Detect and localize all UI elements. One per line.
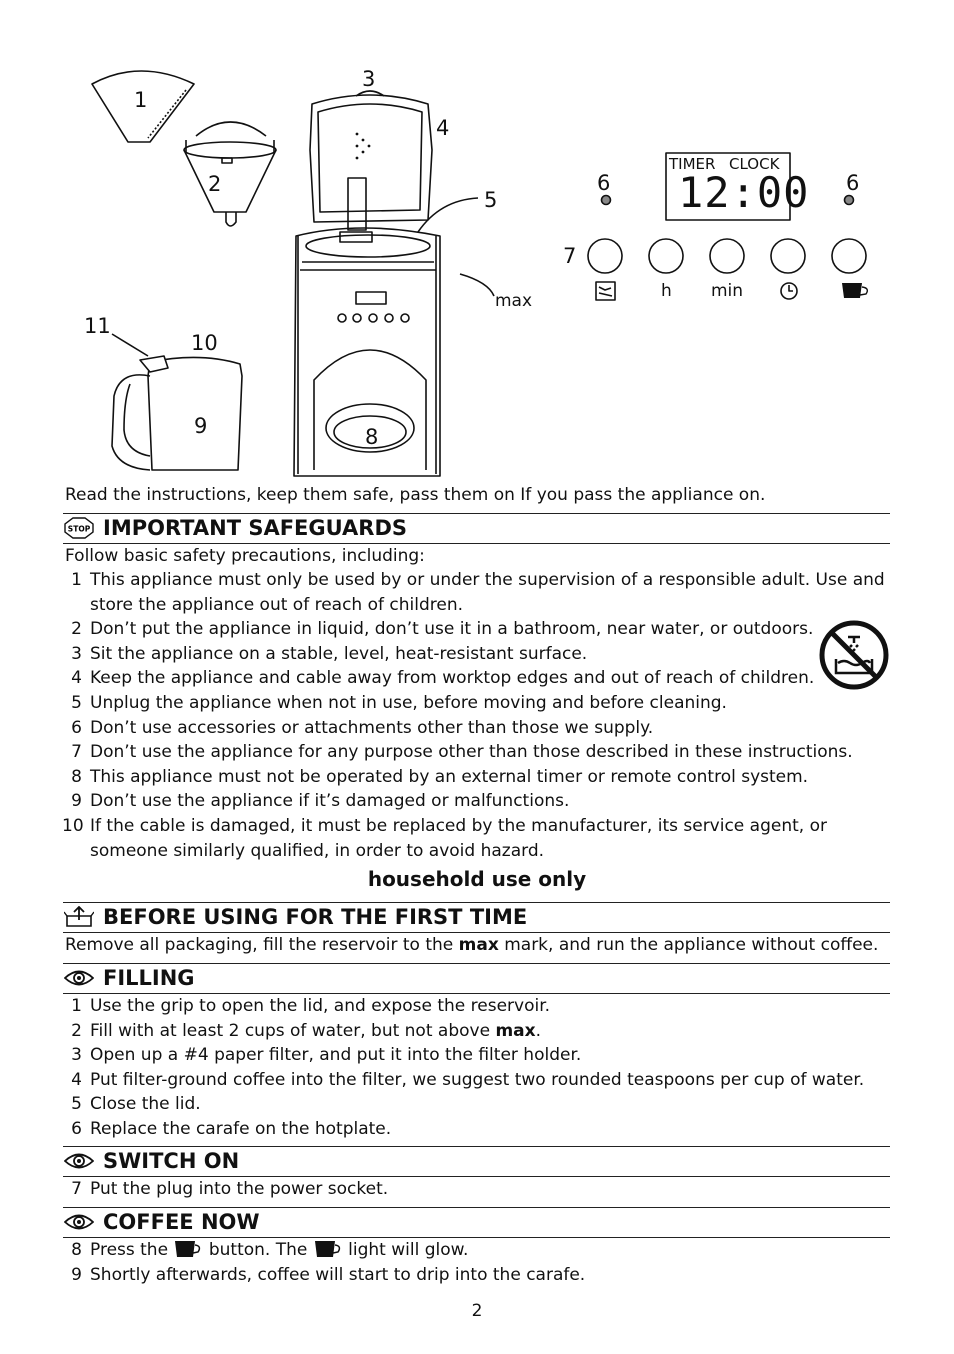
coffee-cup-icon xyxy=(173,1240,203,1258)
item-number: 7 xyxy=(71,1179,82,1199)
eye-icon xyxy=(64,1150,94,1172)
list-item: 3 Open up a #4 paper filter, and put it into the filter holder. xyxy=(62,1043,902,1068)
section-header-switch-on xyxy=(63,1146,890,1177)
item-number: 4 xyxy=(71,1069,82,1090)
list-item: 3 Sit the appliance on a stable, level, heat-resistant surface. xyxy=(62,642,902,667)
list-item: 6 Don’t use accessories or attachments other than those we supply. xyxy=(62,716,902,741)
switch-on-list xyxy=(62,1177,902,1202)
part-label-6-right: 6 xyxy=(846,171,860,195)
part-label-11: 11 xyxy=(84,314,111,338)
safeguards-lead: Follow basic safety precautions, including: xyxy=(65,546,425,566)
part-label-3: 3 xyxy=(362,67,376,91)
part-label-7: 7 xyxy=(563,244,577,268)
part-label-9: 9 xyxy=(194,414,208,438)
coffee-maker-diagram xyxy=(0,0,954,480)
section-header-filling xyxy=(63,963,890,994)
section-header-safeguards xyxy=(63,513,890,544)
list-item: 9 Shortly afterwards, coffee will start to drip into the carafe. xyxy=(62,1263,902,1288)
household-use-only: household use only xyxy=(367,867,587,891)
list-item: 1 Use the grip to open the lid, and expose the reservoir. xyxy=(62,994,902,1019)
part-label-8: 8 xyxy=(365,425,379,449)
display-timer-label: TIMER xyxy=(669,155,716,173)
list-item: 7 Put the plug into the power socket. xyxy=(62,1177,902,1202)
item-number: 8 xyxy=(71,1240,82,1260)
item-number: 1 xyxy=(71,996,82,1016)
section-header-first-time xyxy=(63,902,890,933)
section-header-coffee-now xyxy=(63,1207,890,1238)
part-label-6-left: 6 xyxy=(597,171,611,195)
list-item: 4 Keep the appliance and cable away from worktop edges and out of reach of children. xyxy=(62,666,902,691)
item-number: 3 xyxy=(71,643,82,664)
item-number: 6 xyxy=(71,717,82,738)
first-time-text: Remove all packaging, fill the reservoir to the max mark, and run the appliance without coffee. xyxy=(65,935,879,955)
item-number: 9 xyxy=(71,1264,82,1285)
drip-dots xyxy=(356,133,371,160)
coffee-cup-icon xyxy=(842,283,867,298)
list-item: 1 This appliance must only be used by or under the supervision of a responsible adult. Use and store the appliance out of reach of children. xyxy=(62,568,902,617)
item-number: 2 xyxy=(71,619,82,640)
safeguards-list xyxy=(62,568,902,863)
keypad-label-hours: h xyxy=(661,281,672,301)
item-number: 5 xyxy=(71,1094,82,1115)
list-item: 2 Fill with at least 2 cups of water, but not above max. xyxy=(62,1019,902,1044)
filling-list xyxy=(62,994,902,1142)
list-item: 5 Unplug the appliance when not in use, before moving and before cleaning. xyxy=(62,691,902,716)
eye-icon xyxy=(64,967,94,989)
filter-holder-drawing xyxy=(184,122,276,226)
part-label-5: 5 xyxy=(484,188,498,212)
list-item: 6 Replace the carafe on the hotplate. xyxy=(62,1117,902,1142)
filling-title: FILLING xyxy=(103,966,195,990)
switch-on-title: SWITCH ON xyxy=(103,1149,240,1173)
list-item: 9 Don’t use the appliance if it’s damaged or malfunctions. xyxy=(62,789,902,814)
display-time: 12:00 xyxy=(678,168,810,217)
item-number: 10 xyxy=(62,815,84,836)
page-number: 2 xyxy=(471,1301,483,1321)
list-item: 2 Don’t put the appliance in liquid, don’t use it in a bathroom, near water, or outdoors. xyxy=(62,617,902,642)
list-item: 8 Press the button. The light will glow. xyxy=(62,1238,902,1263)
item-number: 4 xyxy=(71,668,82,689)
coffee-now-title: COFFEE NOW xyxy=(103,1210,260,1234)
first-time-title: BEFORE USING FOR THE FIRST TIME xyxy=(103,905,528,929)
intro-text: Read the instructions, keep them safe, pass them on If you pass the appliance on. xyxy=(65,485,766,505)
coffee-maker-drawing xyxy=(294,91,440,476)
coffee-cup-icon xyxy=(313,1240,343,1258)
list-item: 4 Put filter-ground coffee into the filter, we suggest two rounded teaspoons per cup of water. xyxy=(62,1068,902,1093)
item-number: 1 xyxy=(71,570,82,590)
item-number: 6 xyxy=(71,1118,82,1139)
no-water-icon xyxy=(818,619,890,691)
part-label-2: 2 xyxy=(208,172,222,196)
max-label: max xyxy=(495,291,533,311)
item-number: 9 xyxy=(71,791,82,812)
item-number: 7 xyxy=(71,742,82,763)
unpack-box-icon xyxy=(64,906,94,928)
item-number: 3 xyxy=(71,1045,82,1066)
stop-icon xyxy=(64,517,94,539)
display-clock-label: CLOCK xyxy=(729,155,780,173)
item-number: 5 xyxy=(71,692,82,713)
carafe-drawing xyxy=(112,331,242,470)
item-number: 8 xyxy=(71,766,82,787)
safeguards-title: IMPORTANT SAFEGUARDS xyxy=(103,516,408,540)
part-label-4: 4 xyxy=(436,116,450,140)
coffee-now-list xyxy=(62,1238,902,1287)
stop-icon-text: STOP xyxy=(67,524,91,534)
eye-icon xyxy=(64,1211,94,1233)
item-number: 2 xyxy=(71,1020,82,1041)
part-label-10: 10 xyxy=(191,331,218,355)
keypad-label-minutes: min xyxy=(711,281,744,301)
list-item: 5 Close the lid. xyxy=(62,1092,902,1117)
list-item: 8 This appliance must not be operated by an external timer or remote control system. xyxy=(62,765,902,790)
part-label-1: 1 xyxy=(134,88,148,112)
list-item: 10 If the cable is damaged, it must be replaced by the manufacturer, its service agent, or someone similarly qualified, in order to avoid hazard. xyxy=(62,815,827,861)
list-item: 7 Don’t use the appliance for any purpose other than those described in these instructions. xyxy=(62,740,902,765)
